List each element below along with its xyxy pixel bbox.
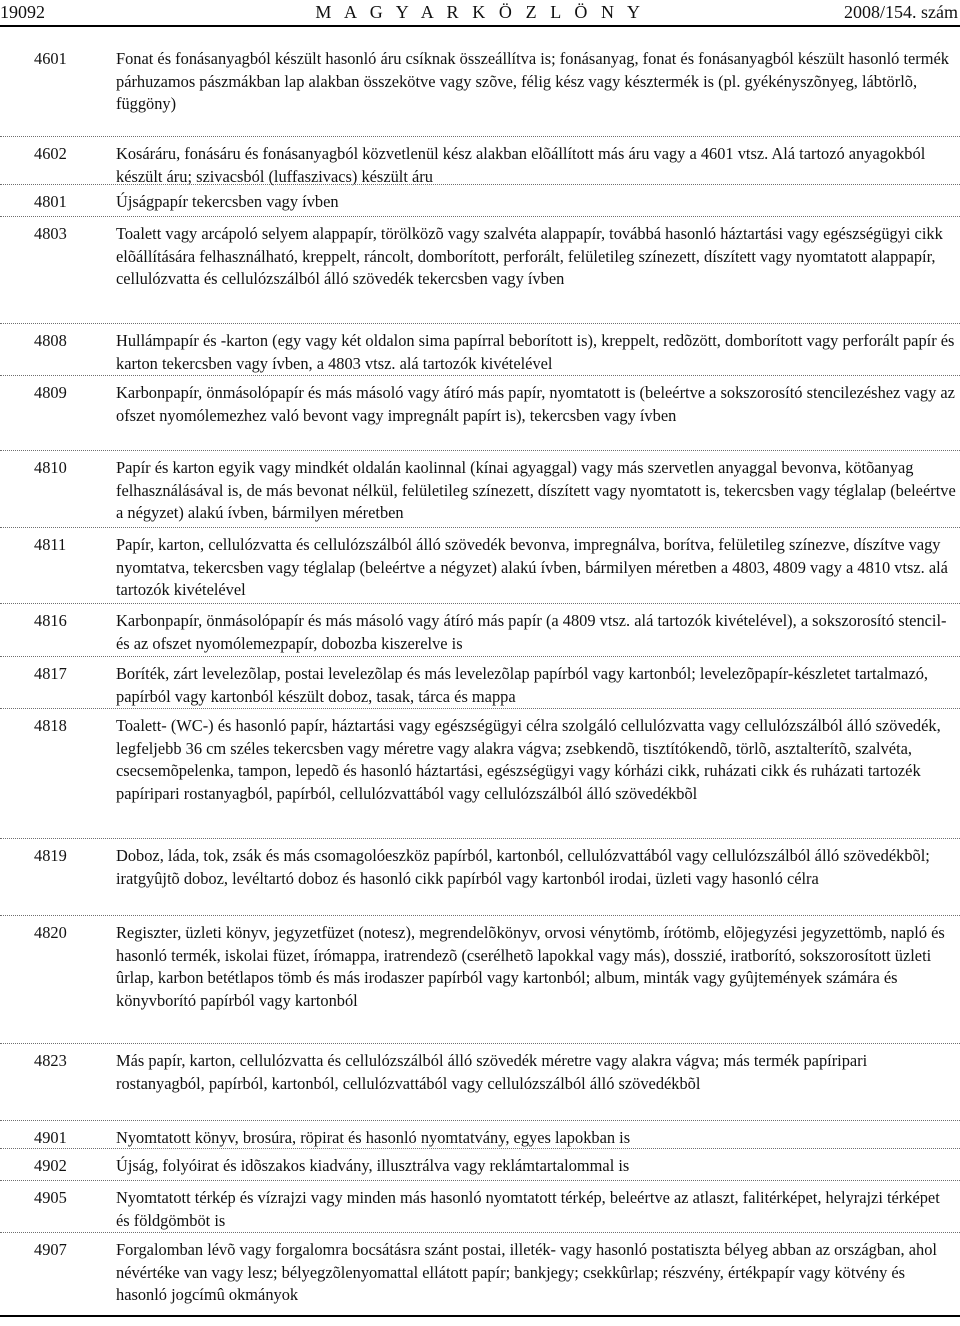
- table-row: [0, 323, 960, 376]
- tariff-description: Újság, folyóirat és idõszakos kiadvány, illusztrálva vagy reklámtartalommal is: [116, 1156, 630, 1175]
- tariff-code: 4811: [34, 535, 67, 554]
- tariff-description: Nyomtatott könyv, brosúra, röpirat és hasonló nyomtatvány, egyes lapokban is: [116, 1128, 631, 1147]
- tariff-code: 4823: [34, 1051, 67, 1070]
- tariff-code: 4907: [34, 1240, 67, 1259]
- tariff-code: 4901: [34, 1128, 67, 1147]
- tariff-description: Boríték, zárt levelezõlap, postai levelezõlap és más levelezõlap papírból vagy kartonból; levelezõpapír-készletet tartalmazó, papírból vagy kartonból készült doboz, tasak, tárca és mappa: [116, 664, 929, 706]
- tariff-code: 4808: [34, 331, 67, 350]
- table-row: [0, 838, 960, 916]
- table-row: [0, 527, 960, 604]
- tariff-description: Toalett vagy arcápoló selyem alappapír, törölközõ vagy szalvéta alappapír, továbbá hasonló háztartási vagy egészségügyi cikk elõállítására felhasználható, kreppelt, ráncolt, domborított, perforált, felületileg színezett, díszített vagy nyomtatott alappapír, cellulózvatta és cellulózszálból álló szövedék tekercsben vagy ívben: [116, 224, 943, 288]
- tariff-code: 4602: [34, 144, 67, 163]
- table-row: [0, 216, 960, 324]
- tariff-description: Újságpapír tekercsben vagy ívben: [116, 192, 339, 211]
- tariff-description: Papír és karton egyik vagy mindkét oldalán kaolinnal (kínai agyaggal) vagy más szervetlen anyaggal bevonva, kötõanyag felhasználásával is, de más bevonat nélkül, felületileg színezett, díszített vagy nyomtatott is, tekercsben vagy téglalap (beleértve a négyzet) alakú ívben, bármilyen méretben: [116, 458, 956, 522]
- tariff-description: Toalett- (WC-) és hasonló papír, háztartási vagy egészségügyi célra szolgáló cellulózvatta vagy cellulózszálból álló szövedék, legfeljebb 36 cm széles tekercsben vagy méretre vagy alakra vágva; zsebkendõ, tisztítókendõ, törlõ, asztalterítõ, szalvéta, csecsemõpelenka, tampon, lepedõ és hasonló háztartási, egészségügyi vagy kórházi cikk, ruházati cikk és ruházati tartozék papíripari rostanyagból, papírból, cellulózvattából vagy cellulózszálból álló szövedékbõl: [116, 716, 941, 803]
- tariff-code: 4818: [34, 716, 67, 735]
- table-row: [0, 708, 960, 839]
- table-row: [0, 1148, 960, 1181]
- header-rule: [0, 25, 960, 27]
- tariff-code: 4601: [34, 49, 67, 68]
- tariff-description: Regiszter, üzleti könyv, jegyzetfüzet (notesz), megrendelõkönyv, orvosi vénytömb, írótömb, elõjegyzési jegyzettömb, napló és hasonló termék, iskolai füzet, írómappa, iratrendezõ (cserélhetõ lapokkal vagy más), dosszié, iratborító, sokszorosított üzleti ûrlap, karbon betétlapos tömb és más irodaszer papírból vagy kartonból; album, minták vagy gyûjtemények számára és könyvborító papírból vagy kartonból: [116, 923, 945, 1010]
- table-row: [0, 1232, 960, 1317]
- tariff-code: 4902: [34, 1156, 67, 1175]
- table-row: [0, 1180, 960, 1233]
- tariff-description: Kosáráru, fonásáru és fonásanyagból közvetlenül kész alakban elõállított más áru vagy a 4601 vtsz. Alá tartozó anyagokból készült áru; szivacsból (luffaszivacs) készült áru: [116, 144, 926, 186]
- tariff-code: 4819: [34, 846, 67, 865]
- tariff-code: 4810: [34, 458, 67, 477]
- table-row: [0, 184, 960, 217]
- table-row: [0, 375, 960, 451]
- tariff-description: Más papír, karton, cellulózvatta és cellulózszálból álló szövedék méretre vagy alakra vágva; más termék papíripari rostanyagból, papírból, kartonból, cellulózvattából vagy cellulózszálból álló szövedékbõl: [116, 1051, 868, 1093]
- table-row: [0, 1120, 960, 1149]
- tariff-description: Forgalomban lévõ vagy forgalomra bocsátásra szánt postai, illeték- vagy hasonló postatiszta bélyeg abban az országban, ahol névértéke van vagy lesz; bélyegzõlenyomattal ellátott papír; bankjegy; csekkûrlap; részvény, értékpapír vagy kötvény és hasonló jogcímû okmányok: [116, 1240, 937, 1304]
- page-header: [0, 0, 960, 24]
- journal-title: M A G Y A R K Ö Z L Ö N Y: [315, 2, 645, 22]
- tariff-description: Hullámpapír és -karton (egy vagy két oldalon sima papírral beborított is), kreppelt, redõzött, domborított vagy perforált papír és karton tekercsben vagy ívben, a 4803 vtsz. alá tartozók kivételével: [116, 331, 955, 373]
- tariff-code: 4801: [34, 192, 67, 211]
- tariff-code: 4816: [34, 611, 67, 630]
- table-row: [0, 603, 960, 657]
- issue-number: 2008/154. szám: [844, 2, 958, 22]
- tariff-description: Karbonpapír, önmásolópapír és más másoló vagy átíró más papír, nyomtatott is (beleértve a sokszorosító stencilezéshez vagy az ofszet nyomólemezhez való bevont vagy impregnált papírt is), tekercsben vagy ívben: [116, 383, 955, 425]
- tariff-code: 4803: [34, 224, 67, 243]
- page-number: 19092: [0, 2, 45, 22]
- tariff-code: 4820: [34, 923, 67, 942]
- tariff-description: Karbonpapír, önmásolópapír és más másoló vagy átíró más papír (a 4809 vtsz. alá tartozók kivételével), a sokszorosító stencil- és az ofszet nyomólemezpapír, dobozba kiszerelve is: [116, 611, 947, 653]
- tariff-description: Fonat és fonásanyagból készült hasonló áru csíknak összeállítva is; fonásanyag, fonat és fonásanyagból készült hasonló termék párhuzamos pászmákban lap alakban összekötve vagy szõve, félig kész vagy késztermék is (pl. gyékényszõnyeg, lábtörlõ, függöny): [116, 49, 949, 113]
- table-row: [0, 136, 960, 185]
- tariff-description: Doboz, láda, tok, zsák és más csomagolóeszköz papírból, kartonból, cellulózvattából vagy cellulózszálból álló szövedékbõl; iratgyûjtõ doboz, levéltartó doboz és hasonló cikk papírból vagy kartonból irodai, üzleti vagy hasonló célra: [116, 846, 930, 888]
- tariff-code: 4809: [34, 383, 67, 402]
- table-row: [0, 656, 960, 709]
- table-row: [0, 38, 960, 136]
- table-row: [0, 450, 960, 528]
- tariff-code: 4817: [34, 664, 67, 683]
- tariff-description: Papír, karton, cellulózvatta és cellulózszálból álló szövedék bevonva, impregnálva, borítva, felületileg színezve, díszítve vagy nyomtatva, tekercsben vagy téglalap (beleértve a négyzet) alakú ívben, bármilyen méretben a 4803, 4809 vagy a 4810 vtsz. alá tartozók kivételével: [116, 535, 948, 599]
- tariff-description: Nyomtatott térkép és vízrajzi vagy minden más hasonló nyomtatott térkép, beleértve az atlaszt, falitérképet, helyrajzi térképet és földgömböt is: [116, 1188, 940, 1230]
- table-row: [0, 915, 960, 1044]
- table-row: [0, 1043, 960, 1121]
- tariff-code: 4905: [34, 1188, 67, 1207]
